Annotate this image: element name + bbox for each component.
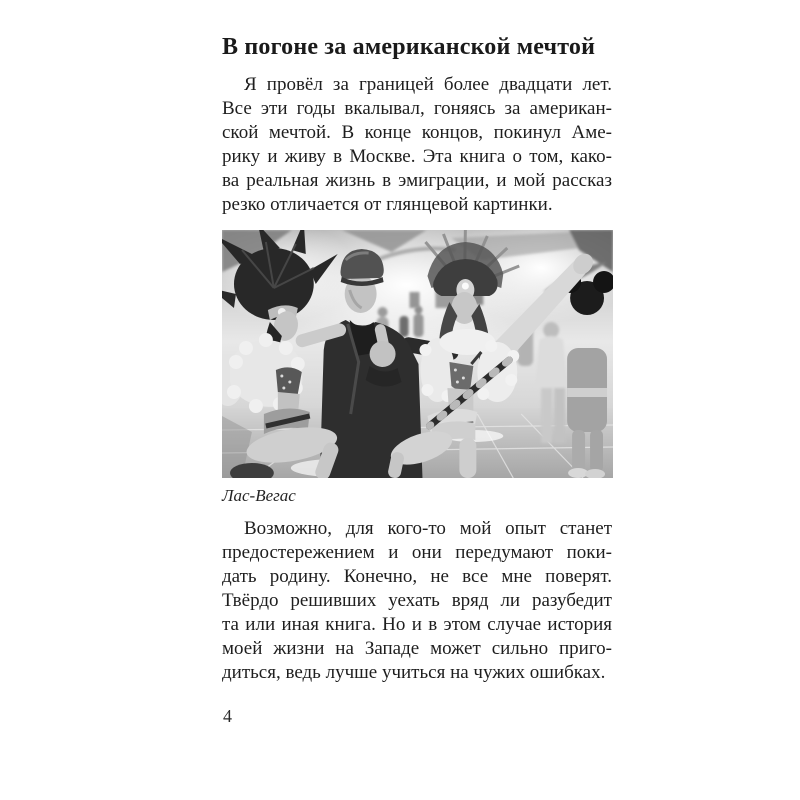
text-line: ва реальная жизнь в эмиграции, и мой рассказ <box>222 170 612 191</box>
text-line: резко отличается от глянцевой картинки. <box>222 194 553 215</box>
page-number: 4 <box>223 706 232 726</box>
text-line: Твёрдо решивших уехать вряд ли разубедит <box>222 590 612 611</box>
text-column <box>222 0 612 800</box>
text-line: ской мечтой. В конце концов, покинул Аме- <box>222 122 612 143</box>
text-line: диться, ведь лучше учиться на чужих ошибках. <box>222 662 606 683</box>
text-line: Все эти годы вкалывал, гоняясь за американ- <box>222 98 612 119</box>
las-vegas-photo-graphic <box>222 230 613 478</box>
text-line: дать родину. Конечно, не все мне поверят. <box>222 566 612 587</box>
paragraph-1 <box>222 73 612 217</box>
text-line: моей жизни на Западе может сильно приго- <box>222 638 612 659</box>
chapter-title: В погоне за американской мечтой <box>222 34 596 60</box>
text-line: рику и живу в Москве. Эта книга о том, како- <box>222 146 612 167</box>
text-line: та или иная книга. Но и в этом случае история <box>222 614 612 635</box>
text-line: предостережением и они передумают поки- <box>222 542 612 563</box>
text-line: Возможно, для кого-то мой опыт станет <box>244 518 612 539</box>
photo-caption: Лас-Вегас <box>222 486 296 505</box>
text-line: Я провёл за границей более двадцати лет. <box>244 74 612 95</box>
las-vegas-photo <box>222 230 613 478</box>
paragraph-2 <box>222 517 612 685</box>
